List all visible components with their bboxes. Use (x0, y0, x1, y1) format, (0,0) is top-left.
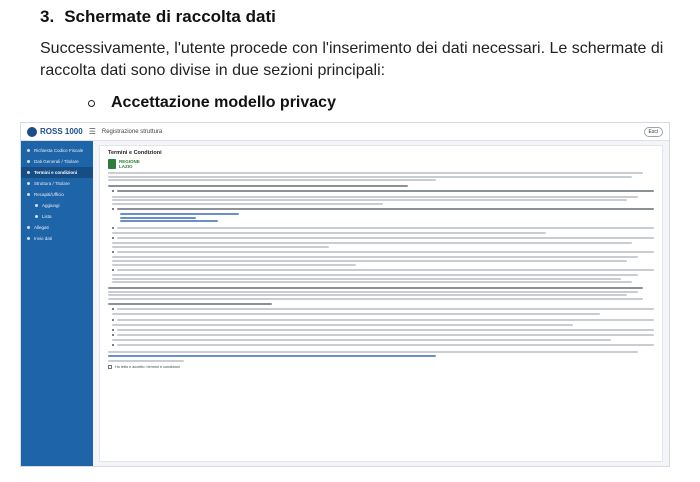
sidebar-dot-icon (27, 171, 30, 174)
bullet-dot-icon (112, 344, 114, 346)
sidebar-item-lista[interactable] (21, 211, 93, 222)
bullet-dot-icon (112, 208, 114, 210)
bullet-dot-icon (112, 334, 114, 336)
sidebar-item-label: Struttura / Titolare (34, 181, 70, 186)
accept-terms-label: Ho letto e accetto i termini e condizioni (115, 364, 181, 369)
text-line (108, 172, 643, 174)
text-line (112, 260, 627, 262)
text-line (108, 303, 272, 305)
list-item (112, 236, 654, 241)
sidebar-item-codice-fiscale[interactable] (21, 145, 93, 156)
bullet-dot-icon (112, 308, 114, 310)
sidebar-item-label: Aggiungi (42, 203, 60, 208)
sidebar-dot-icon (35, 204, 38, 207)
bullet-list (112, 189, 654, 283)
text-line (112, 274, 638, 276)
text-line (112, 278, 621, 280)
hamburger-menu-icon[interactable]: ☰ (88, 127, 96, 136)
sidebar-dot-icon (27, 237, 30, 240)
text-line (108, 291, 638, 293)
bullet-dot-icon (112, 269, 114, 271)
sidebar-dot-icon (27, 160, 30, 163)
sidebar-item-invio[interactable] (21, 233, 93, 244)
list-item (112, 189, 654, 194)
text-line (112, 264, 356, 266)
bullet-dot-icon (112, 227, 114, 229)
sidebar-item-allegati[interactable] (21, 222, 93, 233)
sidebar-item-dati-generali[interactable] (21, 156, 93, 167)
sidebar-item-label: Invio dati (34, 236, 53, 241)
text-line (108, 360, 184, 362)
text-line (112, 246, 329, 248)
sidebar-item-label: Recapiti/Ufficio (34, 192, 64, 197)
bullet-dot-icon (112, 251, 114, 253)
bullet-circle-icon (88, 100, 95, 107)
sidebar-dot-icon (27, 226, 30, 229)
sidebar-dot-icon (35, 215, 38, 218)
list-item (112, 317, 654, 322)
text-line (112, 232, 546, 234)
phone-link[interactable] (120, 217, 196, 219)
sidebar-item-label: Termini e condizioni (34, 170, 78, 175)
text-line (108, 176, 632, 178)
accept-terms-row[interactable] (108, 365, 654, 369)
text-line (108, 185, 408, 187)
rights-list (112, 307, 654, 349)
text-line (112, 324, 573, 326)
sidebar-item-termini[interactable] (21, 167, 93, 178)
list-item (112, 225, 654, 230)
document-heading (40, 7, 276, 27)
sidebar-item-recapiti[interactable] (21, 189, 93, 200)
heading-number: 3. (40, 7, 55, 26)
text-line (112, 196, 638, 198)
list-item (112, 307, 654, 312)
sidebar-item-label: Lista (42, 214, 52, 219)
document-bullet (88, 94, 336, 112)
privacy-link[interactable] (108, 355, 436, 357)
text-line (117, 308, 654, 310)
sidebar-dot-icon (27, 149, 30, 152)
sidebar-item-struttura[interactable] (21, 178, 93, 189)
region-name: REGIONE LAZIO (119, 159, 140, 169)
text-line (117, 237, 654, 239)
text-line (112, 203, 383, 205)
pec-link[interactable] (120, 220, 218, 222)
text-line (112, 199, 627, 201)
text-line (117, 344, 654, 346)
heading-text: Schermate di raccolta dati (64, 7, 276, 26)
sidebar-dot-icon (27, 182, 30, 185)
terms-content-panel[interactable] (99, 145, 663, 462)
region-logo (108, 159, 654, 169)
ross-logo-icon (27, 127, 37, 137)
content-title: Termini e Condizioni (108, 150, 162, 156)
text-line (117, 251, 654, 253)
region-emblem-icon (108, 159, 116, 169)
accept-terms-checkbox[interactable] (108, 365, 112, 369)
email-link[interactable] (120, 213, 239, 215)
bullet-dot-icon (112, 329, 114, 331)
text-line (112, 256, 638, 258)
text-line (112, 313, 600, 315)
text-line (117, 227, 654, 229)
list-item (112, 250, 654, 255)
bullet-dot-icon (112, 190, 114, 192)
bullet-dot-icon (112, 319, 114, 321)
topbar-title: Registrazione struttura (101, 128, 163, 135)
bullet-dot-icon (112, 237, 114, 239)
text-line (112, 339, 611, 341)
text-line (117, 190, 654, 192)
document-paragraph: Successivamente, l'utente procede con l'inserimento dei dati necessari. Le schermate di raccolta dati sono divise in due sezioni principali: (40, 40, 664, 79)
text-line (108, 294, 627, 296)
text-line (112, 242, 632, 244)
bullet-text: Accettazione modello privacy (111, 94, 336, 111)
list-item (112, 267, 654, 272)
app-topbar (21, 123, 669, 141)
text-line (108, 179, 436, 181)
sidebar-item-label: Allegati (34, 225, 49, 230)
text-line (108, 351, 638, 353)
sidebar-item-label: Dati Generali / Titolare (34, 159, 79, 164)
text-line (117, 319, 654, 321)
text-line (117, 334, 654, 336)
sidebar (21, 141, 93, 466)
text-line (117, 208, 654, 210)
embedded-screenshot (20, 122, 670, 467)
list-item (112, 343, 654, 348)
text-line (112, 281, 632, 283)
list-item (112, 333, 654, 338)
sidebar-dot-icon (27, 193, 30, 196)
text-line (117, 329, 654, 331)
exit-button[interactable]: Esci (644, 127, 663, 137)
text-line (108, 287, 643, 289)
list-item (112, 206, 654, 211)
sidebar-item-label: Richiesta Codice Fiscale (34, 148, 84, 153)
brand-name: ROSS 1000 (40, 127, 83, 136)
text-line (108, 298, 643, 300)
sidebar-item-aggiungi[interactable] (21, 200, 93, 211)
text-line (117, 269, 654, 271)
